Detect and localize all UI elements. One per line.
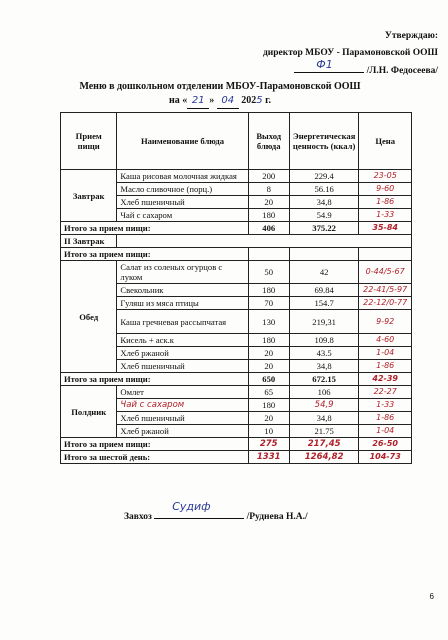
dish-price: 22-27 [359, 386, 412, 399]
dish-output: 180 [248, 284, 289, 297]
dish-output: 70 [248, 297, 289, 310]
dish-name: Гуляш из мяса птицы [117, 297, 248, 310]
dish-energy: 229.4 [289, 170, 359, 183]
approval-heading: Утверждаю: [384, 31, 438, 41]
dish-price: 1-86 [359, 196, 412, 209]
total-energy: 217,45 [289, 438, 359, 451]
table-row [61, 170, 412, 183]
dish-price: 9-92 [359, 310, 412, 334]
dish-energy: 69.84 [289, 284, 359, 297]
total-row-breakfast [61, 222, 412, 235]
dish-output: 65 [248, 386, 289, 399]
total-label: Итого за прием пищи: [61, 222, 249, 235]
dish-price: 1-33 [359, 209, 412, 222]
empty-cell [289, 248, 359, 261]
dish-output: 50 [248, 261, 289, 284]
day-total-price: 104-73 [359, 451, 412, 464]
date-mid: » [209, 95, 215, 106]
dish-price: 1-33 [359, 399, 412, 412]
dish-energy: 106 [289, 386, 359, 399]
dish-name: Кисель + аск.к [117, 334, 248, 347]
dish-name: Хлеб ржаной [117, 425, 248, 438]
menu-table [60, 112, 412, 464]
dish-name: Чай с сахаром [117, 209, 248, 222]
header-output: Выход блюда [248, 113, 289, 170]
footer-role: Завхоз [124, 512, 152, 522]
dish-name: Салат из соленых огурцов с луком [117, 261, 248, 284]
table-row [61, 261, 412, 284]
dish-output: 20 [248, 412, 289, 425]
footer-name: /Руднева Н.А./ [246, 512, 308, 522]
dish-price: 4-60 [359, 334, 412, 347]
dish-energy: 43.5 [289, 347, 359, 360]
dish-output: 180 [248, 209, 289, 222]
total-energy: 672.15 [289, 373, 359, 386]
dish-output: 8 [248, 183, 289, 196]
total-price: 42-39 [359, 373, 412, 386]
dish-name: Каша гречневая рассыпчатая [117, 310, 248, 334]
dish-name: Каша рисовая молочная жидкая [117, 170, 248, 183]
total-row-day [61, 451, 412, 464]
menu-title-line: Меню в дошкольном отделении МБОУ-Парамоновской ООШ [79, 81, 361, 92]
header-dish: Наименование блюда [117, 113, 248, 170]
total-output: 406 [248, 222, 289, 235]
dish-energy: 34,8 [289, 360, 359, 373]
total-label: Итого за прием пищи: [61, 248, 249, 261]
approval-block [208, 28, 438, 80]
dish-price: 1-04 [359, 347, 412, 360]
header-energy: Энергетическая ценность (ккал) [289, 113, 359, 170]
dish-name: Хлеб ржаной [117, 347, 248, 360]
date-year: 202 [241, 95, 257, 106]
day-total-energy: 1264,82 [289, 451, 359, 464]
date-year-digit: 5 [256, 95, 263, 106]
dish-output: 130 [248, 310, 289, 334]
dish-output: 20 [248, 347, 289, 360]
dish-name: Хлеб пшеничный [117, 360, 248, 373]
dish-price: 1-86 [359, 412, 412, 425]
total-row-snack [61, 438, 412, 451]
dish-name-handwritten: Чай с сахаром [117, 399, 248, 412]
empty-cell [117, 235, 412, 248]
dish-name: Хлеб пшеничный [117, 196, 248, 209]
total-price: 26-50 [359, 438, 412, 451]
dish-output: 200 [248, 170, 289, 183]
empty-cell [248, 248, 289, 261]
footer-signature-line [154, 500, 244, 519]
table-row [61, 386, 412, 399]
header-price: Цена [359, 113, 412, 170]
menu-date-line [60, 94, 380, 109]
approval-position: директор МБОУ - Парамоновской ООШ [262, 48, 438, 58]
meal-lunch: Обед [61, 261, 117, 373]
date-year-suffix: г. [265, 95, 272, 106]
dish-energy: 154.7 [289, 297, 359, 310]
approval-name-line [208, 58, 438, 80]
day-total-output: 1331 [248, 451, 289, 464]
date-prefix: на « [168, 95, 188, 106]
meal-snack: Полдник [61, 386, 117, 438]
total-row-second-breakfast [61, 248, 412, 261]
total-price: 35-84 [359, 222, 412, 235]
table-header-row [61, 113, 412, 170]
dish-price: 1-04 [359, 425, 412, 438]
dish-output: 20 [248, 196, 289, 209]
footer-signature-text: Судиф [172, 500, 211, 513]
total-output: 650 [248, 373, 289, 386]
date-month: 04 [217, 94, 239, 109]
dish-name: Хлеб пшеничный [117, 412, 248, 425]
approval-signature-line [294, 58, 364, 73]
total-output: 275 [248, 438, 289, 451]
approval-director-name: /Л.Н. Федосеева/ [366, 66, 438, 76]
dish-name: Омлет [117, 386, 248, 399]
dish-name: Масло сливочное (порц.) [117, 183, 248, 196]
dish-price: 0-44/5-67 [359, 261, 412, 284]
dish-price: 22-12/0-77 [359, 297, 412, 310]
dish-output: 10 [248, 425, 289, 438]
second-breakfast-row [61, 235, 412, 248]
dish-energy: 54.9 [289, 209, 359, 222]
dish-energy: 109.8 [289, 334, 359, 347]
page-number: 6 [429, 592, 434, 601]
dish-energy-handwritten: 54,9 [289, 399, 359, 412]
total-row-lunch [61, 373, 412, 386]
footer-signature [124, 500, 384, 522]
dish-output: 180 [248, 334, 289, 347]
dish-energy: 56.16 [289, 183, 359, 196]
dish-energy: 21.75 [289, 425, 359, 438]
dish-energy: 34,8 [289, 196, 359, 209]
meal-second-breakfast: II Завтрак [61, 235, 117, 248]
dish-energy: 34,8 [289, 412, 359, 425]
dish-name: Свекольник [117, 284, 248, 297]
day-total-label: Итого за шестой день: [61, 451, 249, 464]
total-label: Итого за прием пищи: [61, 438, 249, 451]
total-energy: 375.22 [289, 222, 359, 235]
dish-price: 23-05 [359, 170, 412, 183]
dish-price: 22-41/5-97 [359, 284, 412, 297]
empty-cell [359, 248, 412, 261]
approval-signature: Ф1 [316, 58, 333, 71]
meal-breakfast: Завтрак [61, 170, 117, 222]
dish-energy: 42 [289, 261, 359, 284]
total-label: Итого за прием пищи: [61, 373, 249, 386]
dish-output: 180 [248, 399, 289, 412]
date-day: 21 [187, 94, 209, 109]
dish-price: 1-86 [359, 360, 412, 373]
dish-energy: 219,31 [289, 310, 359, 334]
header-meal: Прием пищи [61, 113, 117, 170]
dish-output: 20 [248, 360, 289, 373]
dish-price: 9-60 [359, 183, 412, 196]
menu-title [60, 80, 380, 109]
